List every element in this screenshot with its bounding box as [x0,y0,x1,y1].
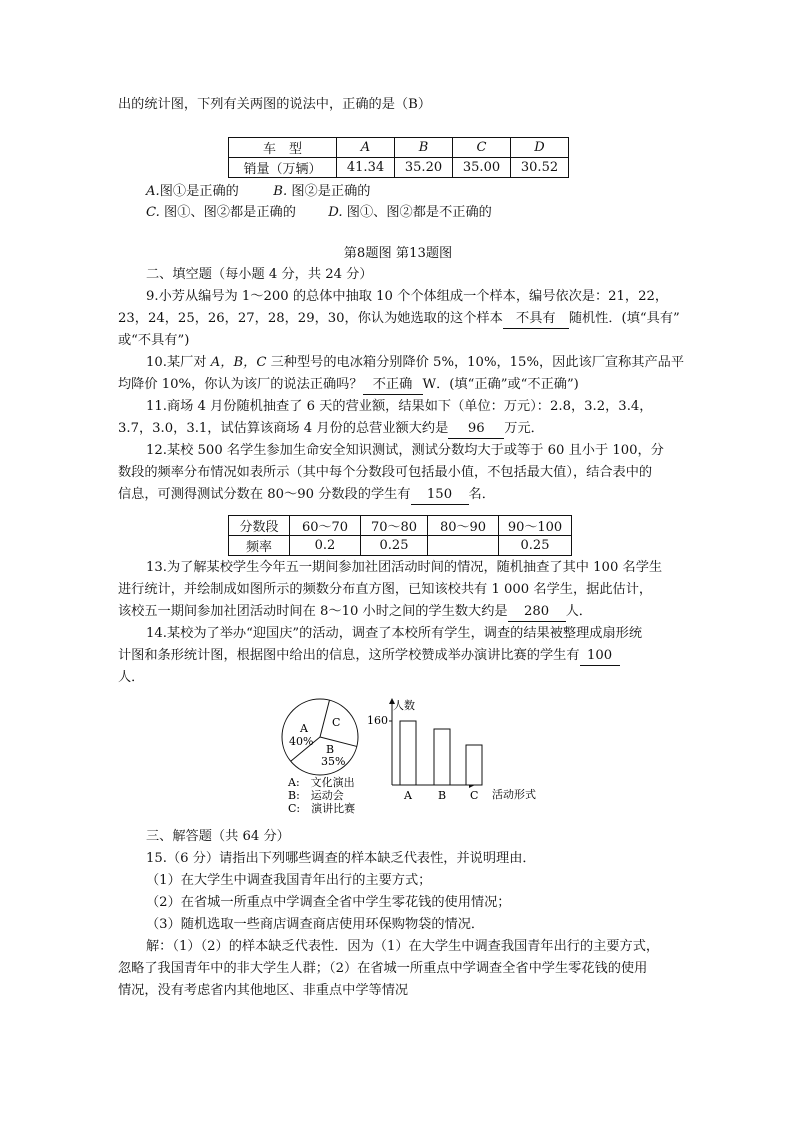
section-3-heading: 三、解答题（共 64 分） [146,829,290,844]
q12-answer-blank: 150 [411,486,469,505]
q15-solution-1: 解：（1）（2）的样本缺乏代表性．因为（1）在大学生中调查我国青年出行的主要方式， [146,939,660,954]
q10-answer-blank: 不正确 [363,376,423,395]
table-row [229,516,572,536]
q10-text-end: 三种型号的电冰箱分别降价 5%，10%，15%，因此该厂宣称其产品平 [266,355,685,370]
legend-c: C: 演讲比赛 [288,802,356,815]
q15-solution-2: 忽略了我国青年中的非大学生人群；（2）在省城一所重点中学调查全省中学生零花钱的使用 [118,961,648,976]
q11-line-1: 11.商场 4 月份随机抽查了 6 天的营业额，结果如下（单位：万元）：2.8，3.2，3.4， [146,399,653,414]
q14-line-2 [118,645,688,667]
intro-line: 出的统计图，下列有关两图的说法中，正确的是（B） [118,97,432,112]
legend-b: B: 运动会 [288,789,344,802]
option-a-letter: A. [146,184,160,199]
x-tick-label-c: C [470,789,479,802]
option-b-text: 图②是正确的 [291,184,371,199]
option-d-text: 图①、图②都是不正确的 [346,205,492,220]
table-cell: 频率 [229,536,290,556]
table-cell: 车 型 [229,138,337,158]
table-cell: 90～100 [499,516,572,536]
bar-a [400,721,416,785]
q15-solution-3: 情况，没有考虑省内其他地区、非重点中学等情况 [118,983,409,998]
x-tick-label-b: B [438,789,447,802]
q12-text: 信息，可测得测试分数在 80～90 分数段的学生有 [118,487,411,502]
pie-label-b: B [326,743,335,756]
sales-table [228,137,569,178]
options-row-1 [146,181,688,203]
pie-value-b: 35% [321,755,346,768]
option-c-letter: C. [146,205,160,220]
q11-line-2 [118,418,688,440]
q9-answer-blank: 不具有 [503,310,569,329]
q10-line-1 [146,352,688,374]
score-table [228,515,572,556]
table-row [229,536,572,556]
table-cell: 分数段 [229,516,290,536]
q9-line-3: 或“不具有”) [118,333,190,348]
table-cell: C [453,138,511,158]
q11-text-end: 万元． [504,421,544,436]
option-b-letter: B. [273,184,288,199]
table-cell: A [337,138,395,158]
q14-line-3: 人． [118,670,145,685]
bar-c [466,745,482,785]
q13-answer-blank: 280 [508,603,566,622]
q12-text-end: 名． [468,487,495,502]
options-row-2 [146,202,688,224]
pie-label-a: A [300,722,308,735]
q13-line-1: 13.为了解某校学生今年五一期间参加社团活动时间的情况，随机抽查了其中 100 名学生 [146,560,663,575]
y-tick-label: 160 [367,714,388,727]
table-row [229,158,569,178]
q9-text: 23，24，25，26，27，28，29，30，你认为她选取的这个样本 [118,311,503,326]
section-2-heading: 二、填空题（每小题 4 分，共 24 分） [146,267,373,282]
q10-models: A，B，C [210,355,267,370]
q11-text: 3.7，3.0，3.1，试估算该商场 4 月份的总营业额大约是 [118,421,449,436]
option-c-text: 图①、图②都是正确的 [164,205,296,220]
q15-item-2: （2）在省城一所重点中学调查全省中学生零花钱的使用情况； [146,895,511,910]
figure-caption: 第8题图 第13题图 [343,246,453,261]
bar-chart [362,695,552,805]
table-cell: B [395,138,453,158]
q13-line-2: 进行统计，并绘制成如图所示的频数分布直方图，已知该校共有 1 000 名学生，据此估计， [118,582,653,597]
option-a-text: 图①是正确的 [159,184,239,199]
option-d-letter: D. [328,205,343,220]
q10-text-2: 均降价 10%，你认为该厂的说法正确吗？ [118,377,363,392]
table-cell: 35.20 [395,158,453,178]
pie-chart [280,695,370,820]
pie-label-c: C [332,716,341,729]
bar-b [434,729,450,785]
pie-value-a: 40% [289,735,314,748]
q10-line-2 [118,374,688,396]
q13-text-end: 人． [565,604,592,619]
q12-line-1: 12.某校 500 名学生参加生命安全知识测试，测试分数均大于或等于 60 且小于 100，分 [146,443,664,458]
q14-text: 计图和条形统计图，根据图中给出的信息，这所学校赞成举办演讲比赛的学生有 [118,648,580,663]
x-axis-label: 活动形式 [492,788,536,801]
table-cell: 0.25 [499,536,572,556]
pie-slice-divider-a [320,700,329,737]
table-cell [428,536,499,556]
x-tick-label-a: A [404,789,412,802]
q9-line-1: 9.小芳从编号为 1～200 的总体中抽取 10 个个体组成一个样本，编号依次是：21，22， [146,289,669,304]
q11-answer-blank: 96 [448,420,504,439]
table-cell: 70～80 [361,516,428,536]
table-cell: 80～90 [428,516,499,536]
q12-line-3 [118,484,688,506]
table-cell: 0.2 [290,536,361,556]
table-cell: 35.00 [453,158,511,178]
bars [400,721,482,802]
q13-text: 该校五一期间参加社团活动时间在 8～10 小时之间的学生数大约是 [118,604,508,619]
table-cell: 30.52 [511,158,569,178]
q14-line-1: 14.某校为了举办“迎国庆”的活动，调查了本校所有学生，调查的结果被整理成扇形统 [146,626,643,641]
q9-text-end: 随机性．(填“具有” [568,311,680,326]
table-cell: 0.25 [361,536,428,556]
q15-line-1: 15.（6 分）请指出下列哪些调查的样本缺乏代表性，并说明理由． [146,851,536,866]
q15-item-1: （1）在大学生中调查我国青年出行的主要方式； [146,873,432,888]
q15-item-3: （3）随机选取一些商店调查商店使用环保购物袋的情况． [146,917,485,932]
q10-text-2-end: W．(填“正确”或“不正确”) [422,377,579,392]
table-cell: 41.34 [337,158,395,178]
table-cell: 60～70 [290,516,361,536]
legend-a: A: 文化演出 [288,776,355,789]
q12-line-2: 数段的频率分布情况如表所示（其中每个分数段可包括最小值，不包括最大值），结合表中的 [118,465,653,480]
q13-line-3 [118,601,688,623]
q14-answer-blank: 100 [580,647,620,666]
y-axis-label: 人数 [393,699,415,712]
q10-text: 10.某厂对 [146,355,211,370]
q9-line-2 [118,308,688,330]
table-row [229,138,569,158]
table-cell: 销量（万辆） [229,158,337,178]
table-cell: D [511,138,569,158]
